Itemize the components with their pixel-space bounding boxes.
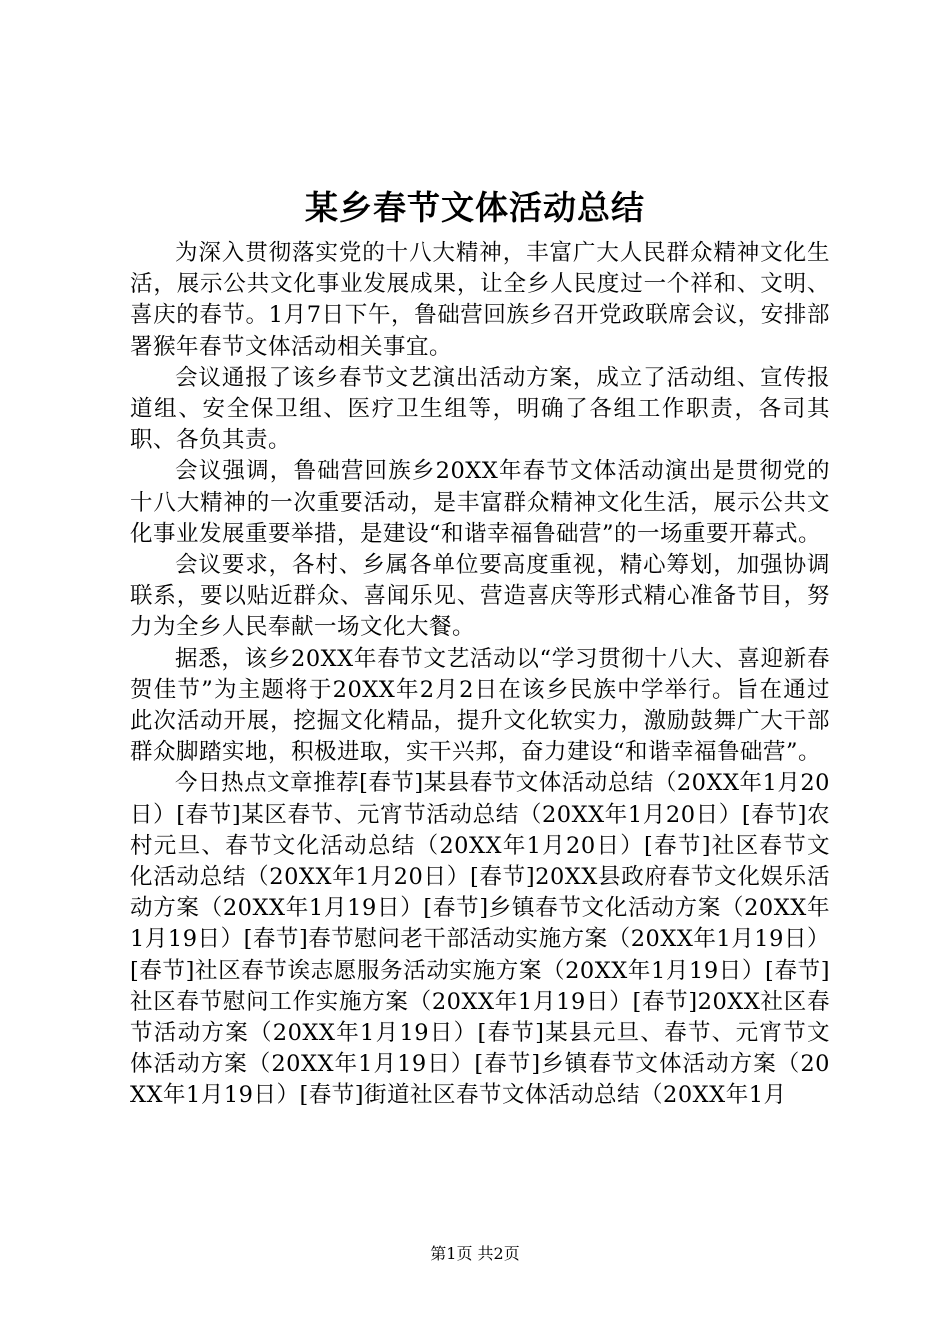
paragraph: 今日热点文章推荐[春节]某县春节文体活动总结（20XX年1月20日）[春节]某区春节、元宵节活动总结（20XX年1月20日）[春节]农村元旦、春节文化活动总结（20XX年1月20日）[春节]社区春节文化活动总结（20XX年1月20日）[春节]20XX县政府春节文化娱乐活动方案（20XX年1月19日）[春节]乡镇春节文化活动方案（20XX年1月19日）[春节]春节慰问老干部活动实施方案（20XX年1月19日）[春节]社区春节诶志愿服务活动实施方案（20XX年1月19日）[春节]社区春节慰问工作实施方案（20XX年1月19日）[春节]20XX社区春节活动方案（20XX年1月19日）[春节]某县元旦、春节、元宵节文体活动方案（20XX年1月19日）[春节]乡镇春节文体活动方案（20XX年1月19日）[春节]街道社区春节文体活动总结（20XX年1月 [130, 770, 830, 1109]
document-body [130, 238, 830, 1112]
paragraph: 会议通报了该乡春节文艺演出活动方案，成立了活动组、宣传报道组、安全保卫组、医疗卫生组等，明确了各组工作职责，各司其职、各负其责。 [130, 364, 830, 454]
paragraph: 会议要求，各村、乡属各单位要高度重视，精心筹划，加强协调联系，要以贴近群众、喜闻乐见、营造喜庆等形式精心准备节目，努力为全乡人民奉献一场文化大餐。 [130, 552, 830, 641]
paragraph: 会议强调，鲁础营回族乡20XX年春节文体活动演出是贯彻党的十八大精神的一次重要活动，是丰富群众精神文化生活，展示公共文化事业发展重要举措，是建设“和谐幸福鲁础营”的一场重要开幕式。 [130, 458, 830, 547]
paragraph: 据悉，该乡20XX年春节文艺活动以“学习贯彻十八大、喜迎新春贺佳节”为主题将于20XX年2月2日在该乡民族中学举行。旨在通过此次活动开展，挖掘文化精品，提升文化软实力，激励鼓舞广大干部群众脚踏实地，积极进取，实干兴邦，奋力建设“和谐幸福鲁础营”。 [130, 645, 830, 766]
page-footer: 第1页 共2页 [430, 1244, 520, 1263]
document-title: 某乡春节文体活动总结 [305, 188, 645, 227]
paragraph: 为深入贯彻落实党的十八大精神，丰富广大人民群众精神文化生活，展示公共文化事业发展成果，让全乡人民度过一个祥和、文明、喜庆的春节。1月7日下午，鲁础营回族乡召开党政联席会议，安排部署猴年春节文体活动相关事宜。 [130, 240, 830, 360]
